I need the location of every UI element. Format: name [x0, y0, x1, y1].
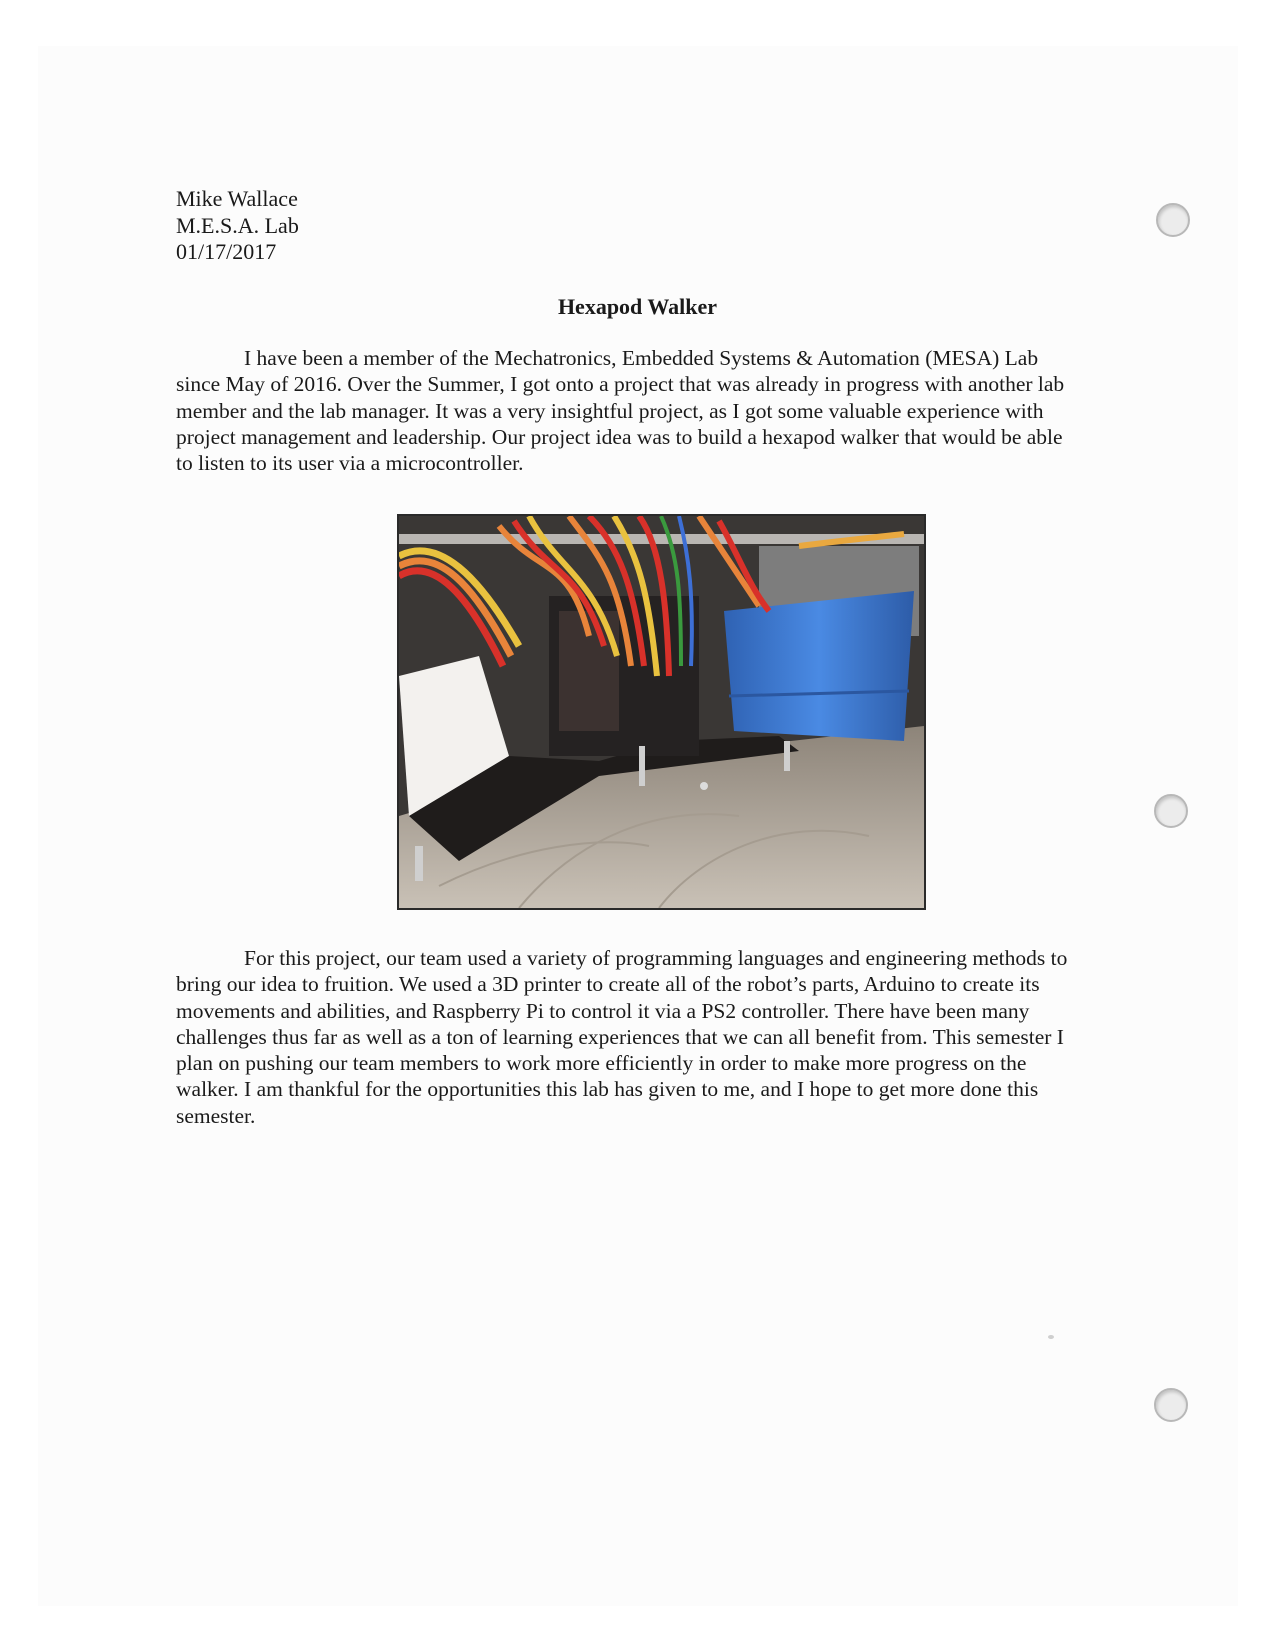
author-name: Mike Wallace	[176, 186, 298, 211]
paper-speck	[1048, 1335, 1054, 1339]
punch-hole	[1154, 1388, 1188, 1422]
hexapod-photo-illustration	[399, 516, 924, 908]
paragraph-intro: I have been a member of the Mechatronics, Embedded Systems & Automation (MESA) Lab since May of 2016. Over the Summer, I got onto a project that was already in progress with another lab member and the lab manager. It was a very insightful project, as I got some valuable experience with project management and leadership. Our project idea was to build a hexapod walker that would be able to listen to its user via a microcontroller.	[176, 346, 1065, 476]
hexapod-photo	[397, 514, 926, 910]
punch-hole	[1156, 203, 1190, 237]
paragraph-project: For this project, our team used a variety of programming languages and engineering methods to bring our idea to fruition. We used a 3D printer to create all of the robot’s parts, Arduino to create its movements and abilities, and Raspberry Pi to control it via a PS2 controller. There have been many challenges thus far as well as a ton of learning experiences that we can all benefit from. This semester I plan on pushing our team members to work more efficiently in order to make more progress on the walker. I am thankful for the opportunities this lab has given to me, and I hope to get more done this semester.	[176, 946, 1068, 1128]
document-date: 01/17/2017	[176, 239, 277, 264]
organization-name: M.E.S.A. Lab	[176, 212, 299, 238]
punch-hole	[1154, 794, 1188, 828]
document-header	[176, 186, 299, 266]
document-title: Hexapod Walker	[557, 294, 718, 319]
